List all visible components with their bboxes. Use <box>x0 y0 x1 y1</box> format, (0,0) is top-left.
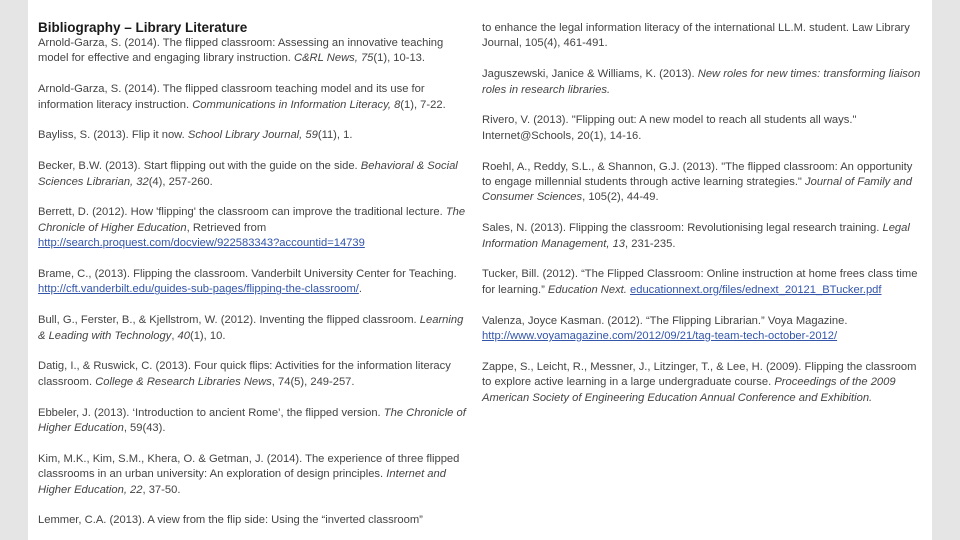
citation-link[interactable]: educationnext.org/files/ednext_20121_BTucker.pdf <box>630 283 882 296</box>
left-side-bar <box>0 0 28 540</box>
citation-source-text: Communications in Information Literacy, 8 <box>192 98 401 111</box>
bibliography-entry <box>482 67 922 98</box>
citation-source-text: New roles for new times: transforming liaison roles in research libraries. <box>482 68 921 96</box>
left-entry-list <box>38 36 468 529</box>
bibliography-entry <box>38 82 468 113</box>
bibliography-entry <box>38 513 468 528</box>
citation-text: (4), 257-260. <box>148 175 213 188</box>
bibliography-entry <box>482 21 922 52</box>
bibliography-entry <box>482 113 922 144</box>
citation-text: , 231-235. <box>625 237 676 250</box>
citation-text: Kim, M.K., Kim, S.M., Khera, O. & Getman, J. (2014). The experience of three flipped classrooms in an urban university: An exploration of design principles. <box>38 452 460 481</box>
citation-text: Bull, G., Ferster, B., & Kjellstrom, W. (2012). Inventing the flipped classroom. <box>38 314 420 327</box>
citation-text: Tucker, Bill. (2012). “The Flipped Classroom: Online instruction at home frees class time for learning.” <box>482 268 918 296</box>
citation-source-text: School Library Journal, 59 <box>187 129 318 142</box>
bibliography-entry <box>38 452 468 498</box>
bibliography-entry <box>482 160 922 206</box>
citation-text: to enhance the legal information literacy of the international LL.M. student. Law Library Journal, 105(4), 461-491. <box>482 22 910 50</box>
citation-text: Zappe, S., Leicht, R., Messner, J., Litzinger, T., & Lee, H. (2009). Flipping the classroom to explore active learning in a large undergraduate course. <box>482 360 917 389</box>
citation-source-text: Behavioral & Social Sciences Librarian, 32 <box>38 160 458 188</box>
bibliography-entry <box>38 205 468 251</box>
citation-text: Brame, C., (2013). Flipping the classroom. Vanderbilt University Center for Teaching. <box>38 268 457 281</box>
right-entry-list <box>482 21 922 406</box>
citation-source-text: C&RL News, 75 <box>294 52 374 65</box>
citation-text: (1), 7-22. <box>400 98 446 111</box>
citation-source-text: The Chronicle of Higher Education <box>38 206 466 234</box>
citation-text: . <box>358 283 362 296</box>
citation-source-text: Learning & Leading with Technology <box>38 314 464 342</box>
citation-text: Arnold-Garza, S. (2014). The flipped classroom teaching model and its use for information literacy instruction. <box>38 83 425 111</box>
bibliography-entry <box>482 314 922 345</box>
bibliography-left-column <box>38 20 468 540</box>
citation-text: Datig, I., & Ruswick, C. (2013). Four quick flips: Activities for the information literacy classroom. <box>38 360 451 388</box>
citation-text: Bayliss, S. (2013). Flip it now. <box>38 129 188 142</box>
citation-source-text: Internet and Higher Education, 22 <box>38 468 446 496</box>
bibliography-entry <box>38 359 468 390</box>
citation-text: (1), 10-13. <box>373 52 426 65</box>
citation-source-text: The Chronicle of Higher Education <box>38 406 466 435</box>
citation-text: Ebbeler, J. (2013). ‘Introduction to ancient Rome’, the flipped version. <box>38 406 384 419</box>
citation-text: Arnold-Garza, S. (2014). The flipped classroom: Assessing an innovative teaching model for effective and engaging library instruction. <box>38 37 444 65</box>
citation-source-text: Journal of Family and Consumer Sciences <box>482 176 912 204</box>
citation-source-text: Proceedings of the 2009 American Society of Engineering Education Annual Conference and Exhibition. <box>482 376 896 404</box>
bibliography-entry <box>38 159 468 190</box>
citation-text: , <box>171 329 178 342</box>
bibliography-entry <box>38 406 468 437</box>
bibliography-right-column <box>482 21 922 421</box>
bibliography-entry <box>482 360 922 406</box>
citation-link[interactable]: http://cft.vanderbilt.edu/guides-sub-pages/flipping-the-classroom/ <box>38 283 359 296</box>
citation-text: Jaguszewski, Janice & Williams, K. (2013). <box>482 68 698 81</box>
citation-text: Berrett, D. (2012). How 'flipping' the classroom can improve the traditional lecture. <box>38 206 446 219</box>
citation-source-text: Legal Information Management, 13 <box>482 222 910 250</box>
citation-source-text: College & Research Libraries News <box>95 375 272 388</box>
citation-text: , 74(5), 249-257. <box>271 375 355 388</box>
citation-text: Lemmer, C.A. (2013). A view from the flip side: Using the “inverted classroom” <box>38 514 423 527</box>
citation-text: Valenza, Joyce Kasman. (2012). “The Flipping Librarian.” Voya Magazine. <box>482 314 848 327</box>
bibliography-entry <box>38 267 468 298</box>
bibliography-entry <box>482 267 922 298</box>
page-title: Bibliography – Library Literature <box>38 20 248 35</box>
citation-text: (11), 1. <box>317 129 353 142</box>
citation-source-text: Education Next. <box>547 283 627 296</box>
bibliography-entry <box>38 313 468 344</box>
citation-text: , 37-50. <box>142 483 181 496</box>
citation-link[interactable]: http://www.voyamagazine.com/2012/09/21/tag-team-tech-october-2012/ <box>482 330 838 343</box>
citation-text: Rivero, V. (2013). "Flipping out: A new model to reach all students all ways." Internet@Schools, 20(1), 14-16. <box>482 114 857 142</box>
citation-text: (1), 10. <box>189 329 226 342</box>
bibliography-entry <box>482 221 922 252</box>
citation-source-text: 40 <box>177 329 190 342</box>
citation-text: , 59(43). <box>123 422 166 435</box>
citation-text: Roehl, A., Reddy, S.L., & Shannon, G.J. (2013). "The flipped classroom: An opportunity to engage millennial students through active learning strategies." <box>482 160 913 189</box>
citation-text: , Retrieved from <box>186 221 267 234</box>
bibliography-entry <box>38 128 468 143</box>
citation-text: Sales, N. (2013). Flipping the classroom: Revolutionising legal research training. <box>482 222 883 235</box>
right-side-bar <box>932 0 960 540</box>
bibliography-entry <box>38 36 468 67</box>
citation-link[interactable]: http://search.proquest.com/docview/922583343?accountid=14739 <box>38 237 365 250</box>
citation-text: Becker, B.W. (2013). Start flipping out with the guide on the side. <box>38 160 361 173</box>
citation-text: , 105(2), 44-49. <box>582 191 659 204</box>
